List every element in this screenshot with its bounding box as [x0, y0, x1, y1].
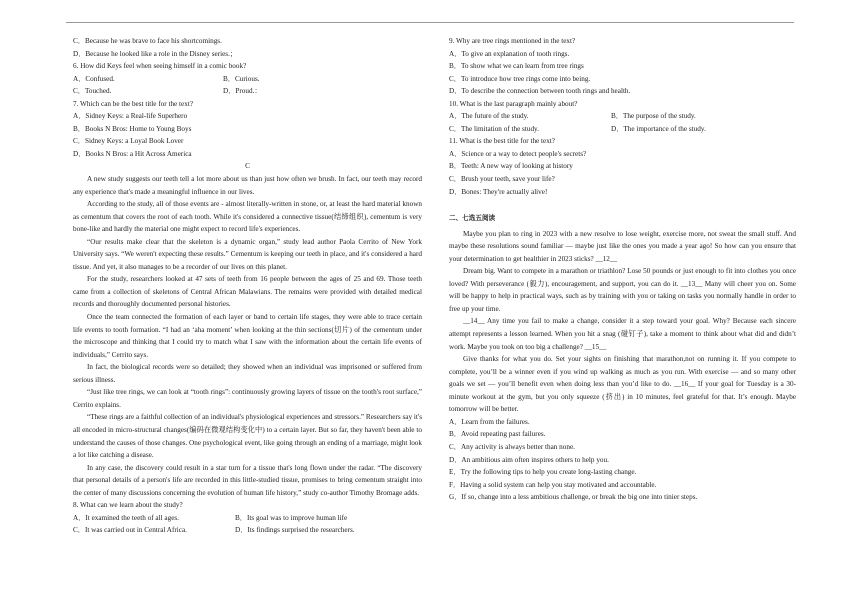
question-8-options-row [73, 512, 422, 525]
option-c: C．It was carried out in Central Africa. [73, 526, 187, 535]
question-9-stem: 9. Why are tree rings mentioned in the text? [449, 37, 576, 45]
option-c: C．Touched. [73, 87, 112, 96]
option-d: D．Its findings surprised the researchers. [235, 526, 355, 535]
cloze-paragraph: Dream big. Want to compete in a marathon or triathlon? Lose 50 pounds or just enough to fit into clothes you once loved? With perseverance (毅力), encouragement, and support, you can do it. __13__ Many will cheer you on. Some will be happy to help in practical ways, such as by training with you or taking on tasks you normally handle in order to free up your time. [449, 267, 796, 313]
cloze-paragraph: Maybe you plan to ring in 2023 with a new resolve to lose weight, exercise more, not sweat the small stuff. And maybe these resolutions sound familiar — maybe just like the ones you made a year ago! So how can you ensure that your determination to get healthier in 2023 sticks? __12__ [449, 229, 796, 263]
passage-paragraph: “Our results make clear that the skeleton is a dynamic organ,” study lead author Paola Cerrito of New York University says. “We weren't expecting these results.” Cementum is keeping our teeth in place, and it's considered a hard tissue. And yet, it also manages to be a recorder of our lives on this planet. [73, 237, 422, 271]
option-d: D．The importance of the study. [611, 124, 706, 133]
option-c: C．Brush your teeth, save your life? [449, 175, 555, 184]
option-a: A．The future of the study. [449, 112, 529, 121]
passage-paragraph: According to the study, all of those events are - almost literally-written in stone, or, at least the hard material known as cementum that covers the root of each tooth. While it's considered a connective tissue(结缔组织), cementum is very bone-like and hardly the material one might expect to record life's experiences. [73, 200, 422, 234]
passage-paragraph: “Just like tree rings, we can look at “tooth rings”: continuously growing layers of tissue on the tooth's root surface,” Cerrito explains. [73, 388, 422, 409]
section-title: 二、七选五阅读 [449, 214, 496, 223]
option-a: A．To give an explanation of tooth rings. [449, 49, 570, 58]
question-10-options-row [449, 123, 796, 136]
option-b: B．Teeth: A new way of looking at history [449, 162, 573, 171]
question-6-options-row [73, 85, 422, 98]
cloze-option: F．Having a solid system can help you stay motivated and accountable. [449, 480, 657, 489]
option-d: D．Proud.： [223, 87, 262, 96]
cloze-option: C．Any activity is always better than none. [449, 442, 575, 451]
cloze-option: B．Avoid repeating past failures. [449, 430, 546, 439]
option-d: D．Books N Bros: a Hit Across America [73, 149, 192, 158]
option-b: B．The purpose of the study. [611, 112, 696, 121]
passage-paragraph: In any case, the discovery could result in a star turn for a tissue that's long flown under the radar. “The discovery that personal details of a person's life are recorded in this little-studied tissue, promises to bring cementum straight into the center of many discussions concerning the evolution of human life history,” study co-author Timothy Bromage adds. [73, 463, 422, 497]
question-10-stem: 10. What is the last paragraph mainly about? [449, 99, 578, 108]
option-c: C．The limitation of the study. [449, 124, 539, 133]
left-column [73, 35, 422, 537]
option-c: C．Sidney Keys: a Loyal Book Lover [73, 137, 184, 146]
passage-paragraph: For the study, researchers looked at 47 sets of teeth from 16 people between the ages of 25 and 69. Those teeth came from a collection of skeletons of Central African Malawians. The remains were provided with detailed medical records and thoroughly documented personal histories. [73, 275, 422, 309]
option-a: A．Sidney Keys: a Real-life Superhero [73, 112, 188, 121]
question-10-options-row [449, 110, 796, 123]
option-d: D．To describe the connection between tooth rings and health. [449, 87, 631, 96]
cloze-paragraph: Give thanks for what you do. Set your sights on finishing that marathon,not on running it. If you compete to complete, you’ll be a winner even if you wind up walking as much as you run. With exercise — and so many other goals we set — you’ll benefit even when doing less than you’d like to do. __16__ If your goal for Tuesday is a 30-minute workout at the gym, but you only squeeze (挤出) in 10 minutes, feel grateful for that. It’s enough. Maybe tomorrow will be better. [449, 355, 796, 414]
top-rule [66, 22, 794, 23]
cloze-option: E．Try the following tips to help you create long-lasting change. [449, 468, 637, 477]
option-a: A．It examined the teeth of all ages. [73, 513, 179, 522]
option-a: A．Science or a way to detect people's secrets? [449, 149, 587, 158]
cloze-option: D．An ambitious aim often inspires others to help you. [449, 455, 609, 464]
option-b: B．Its goal was to improve human life [235, 513, 348, 522]
option-c: C．To introduce how tree rings come into being. [449, 74, 591, 83]
passage-paragraph: Once the team connected the formation of each layer or band to certain life stages, they were able to trace certain life events to tooth formation. “I had an ‘aha moment’ when looking at the thin sections(切片) of the cementum under the microscope and thinking that I could try to match what I saw with the information about the certain life events of individuals,” Cerrito says. [73, 313, 422, 359]
question-6-stem: 6. How did Keys feel when seeing himself in a comic book? [73, 62, 247, 71]
option-d: D．Bones: They're actually alive! [449, 187, 548, 196]
option-line: C．Because he was brave to face his shortcomings. [73, 37, 222, 45]
question-11-stem: 11. What is the best title for the text? [449, 137, 555, 146]
passage-paragraph: A new study suggests our teeth tell a lot more about us than just how often we brush. In fact, our teeth may record any experience that's made a meaningful influence in our lives. [73, 175, 422, 196]
cloze-option: A．Learn from the failures. [449, 417, 530, 426]
passage-label: C [245, 162, 250, 171]
passage-paragraph: “These rings are a faithful collection of an individual's physiological experiences and stressors.” Researchers say it's all encoded in micro-structural changes(编码在微观结构变化中) to a certain layer. But so far, they haven't been able to understand the causes of those changes. One psychological event, like going through an ending of a marriage, might look a lot like catching a disease. [73, 413, 422, 460]
option-b: B．Curious. [223, 74, 260, 83]
right-column [449, 35, 796, 504]
question-7-stem: 7. Which can be the best title for the text? [73, 99, 194, 108]
option-line: D．Because he looked like a role in the Disney series.； [73, 49, 238, 58]
question-8-options-row [73, 524, 422, 537]
option-b: B．Books N Bros: Home to Young Boys [73, 124, 192, 133]
option-b: B．To show what we can learn from tree rings [449, 62, 584, 71]
option-a: A．Confused. [73, 74, 115, 83]
passage-paragraph: In fact, the biological records were so detailed; they showed when an individual was imprisoned or suffered from serious illness. [73, 363, 422, 384]
cloze-paragraph: __14__ Any time you fail to make a change, consider it a step toward your goal. Why? Because each sincere attempt represents a lesson learned. When you hit a snag (碰钉子), take a moment to think about what did and didn’t work. Maybe you took on too big a challenge? __15__ [449, 317, 796, 351]
question-6-options-row [73, 73, 422, 86]
question-8-stem: 8. What can we learn about the study? [73, 501, 183, 510]
cloze-option: G．If so, change into a less ambitious challenge, or break the big one into tinier steps. [449, 493, 698, 502]
